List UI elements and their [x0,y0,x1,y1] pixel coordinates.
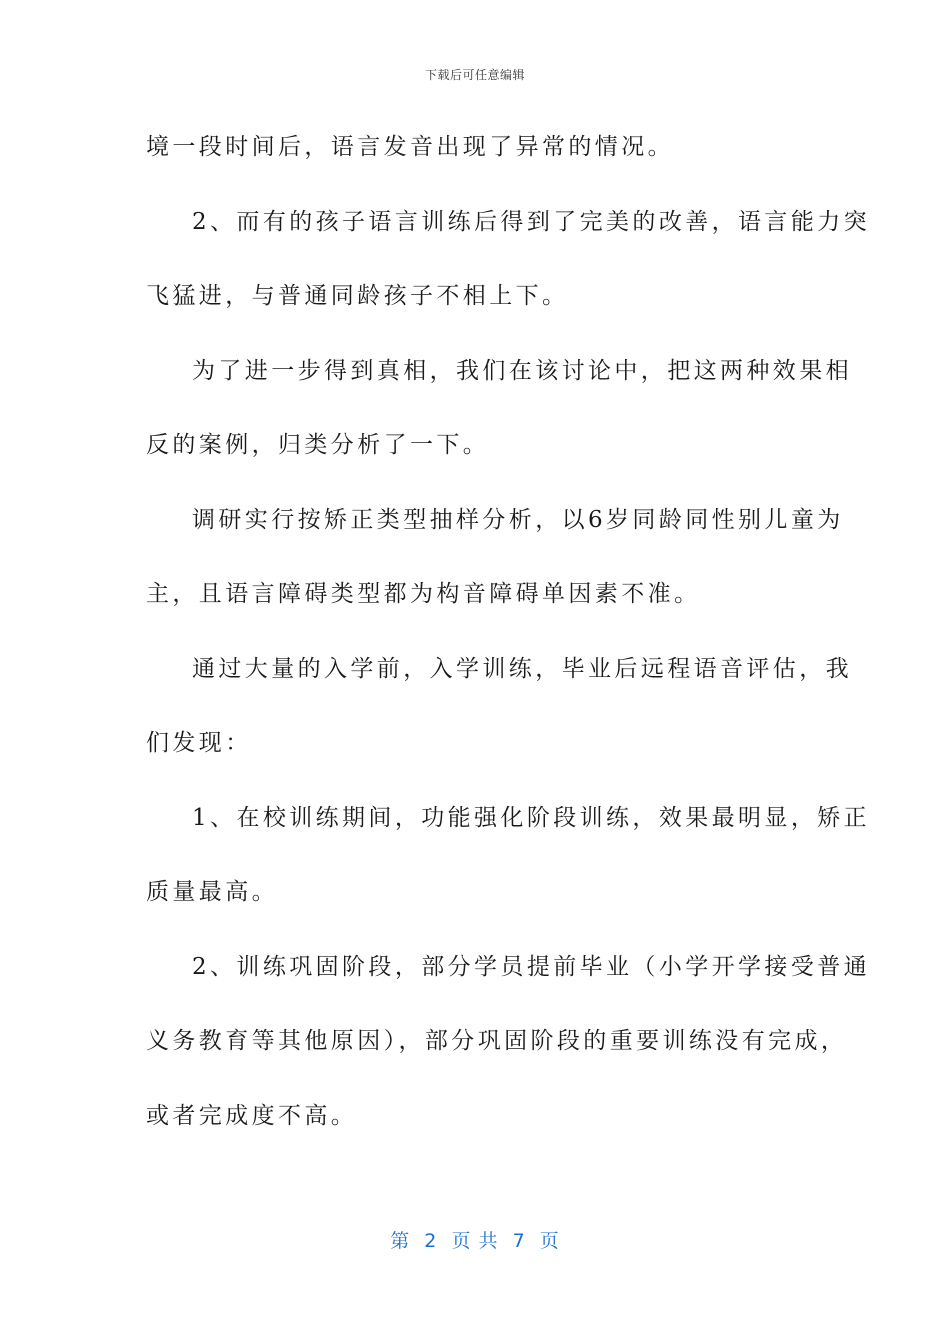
body-line-5: 反的案例，归类分析了一下。 [146,432,490,458]
body-line-2: 2、而有的孩子语言训练后得到了完美的改善，语言能力突 [192,209,871,235]
body-line-6: 调研实行按矫正类型抽样分析，以6岁同龄同性别儿童为 [192,507,844,533]
body-line-12: 2、训练巩固阶段，部分学员提前毕业（小学开学接受普通 [192,954,871,980]
body-line-9: 们发现： [146,730,252,756]
body-line-4: 为了进一步得到真相，我们在该讨论中，把这两种效果相 [192,358,852,384]
body-line-3: 飞猛进，与普通同龄孩子不相上下。 [146,283,569,309]
body-line-1: 境一段时间后，语言发音出现了异常的情况。 [146,134,674,160]
page-number-footer: 第 2 页 共 7 页 [390,1230,560,1252]
body-line-8: 通过大量的入学前，入学训练，毕业后远程语音评估，我 [192,656,852,682]
body-line-11: 质量最高。 [146,879,278,905]
body-line-13: 义务教育等其他原因），部分巩固阶段的重要训练没有完成， [146,1028,848,1054]
body-line-7: 主，且语言障碍类型都为构音障碍单因素不准。 [146,581,701,607]
body-line-10: 1、在校训练期间，功能强化阶段训练，效果最明显，矫正 [192,805,871,831]
page-header-note: 下载后可任意编辑 [424,68,525,82]
body-line-14: 或者完成度不高。 [146,1103,358,1129]
